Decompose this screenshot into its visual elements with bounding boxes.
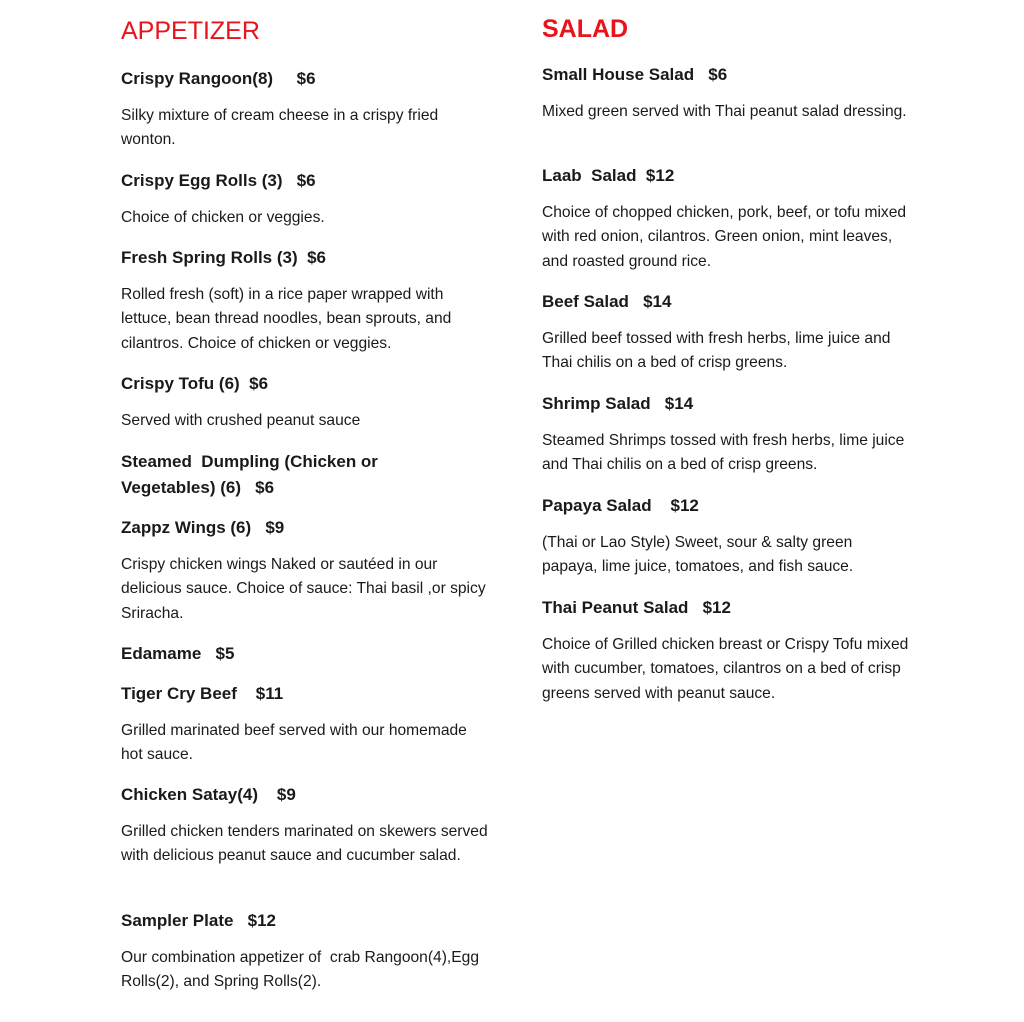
item-name: Chicken Satay(4) $9 [121, 785, 296, 804]
menu-item [121, 66, 491, 153]
menu-item [121, 908, 491, 995]
item-description: Choice of chicken or veggies. [121, 209, 325, 226]
menu-item [542, 595, 912, 706]
item-name: Crispy Tofu (6) $6 [121, 374, 269, 393]
item-description: Silky mixture of cream cheese in a crispy fried wonton. [121, 107, 443, 149]
item-name: Fresh Spring Rolls (3) $6 [121, 248, 326, 267]
item-name: Small House Salad $6 [542, 65, 728, 84]
item-description: Grilled marinated beef served with our homemade hot sauce. [121, 722, 472, 764]
salad-heading: SALAD [542, 15, 629, 43]
item-name: Tiger Cry Beef $11 [121, 684, 284, 703]
item-description: Rolled fresh (soft) in a rice paper wrapped with lettuce, bean thread noodles, bean sprouts, and cilantros. Choice of chicken or veggies. [121, 286, 456, 352]
menu-item [121, 371, 491, 433]
item-name: Laab Salad $12 [542, 166, 675, 185]
item-name: Shrimp Salad $14 [542, 394, 694, 413]
item-name: Beef Salad $14 [542, 292, 672, 311]
item-description: Our combination appetizer of crab Rangoon(4),Egg Rolls(2), and Spring Rolls(2). [121, 949, 484, 991]
item-name: Crispy Egg Rolls (3) $6 [121, 171, 316, 190]
menu-item [542, 391, 912, 478]
item-name: Thai Peanut Salad $12 [542, 598, 731, 617]
menu-item [121, 168, 491, 230]
item-name: Sampler Plate $12 [121, 911, 276, 930]
item-name: Crispy Rangoon(8) $6 [121, 69, 316, 88]
item-description: Grilled beef tossed with fresh herbs, lime juice and Thai chilis on a bed of crisp greens. [542, 330, 895, 372]
menu-item [121, 641, 491, 667]
menu-item [542, 163, 912, 274]
menu-item [542, 289, 912, 376]
menu-item [121, 681, 491, 768]
item-name: Zappz Wings (6) $9 [121, 518, 285, 537]
item-description: Crispy chicken wings Naked or sautéed in our delicious sauce. Choice of sauce: Thai basil ,or spicy Sriracha. [121, 556, 490, 622]
item-description: Steamed Shrimps tossed with fresh herbs, lime juice and Thai chilis on a bed of crisp greens. [542, 432, 909, 474]
appetizer-heading: APPETIZER [121, 17, 260, 45]
item-description: Choice of Grilled chicken breast or Crispy Tofu mixed with cucumber, tomatoes, cilantros on a bed of crisp greens served with peanut sauce. [542, 636, 913, 702]
menu-item [121, 245, 491, 356]
item-name: Papaya Salad $12 [542, 496, 699, 515]
menu-item [121, 515, 491, 626]
menu-item [121, 782, 491, 869]
item-description: (Thai or Lao Style) Sweet, sour & salty green papaya, lime juice, tomatoes, and fish sauce. [542, 534, 857, 576]
item-description: Mixed green served with Thai peanut salad dressing. [542, 103, 907, 120]
item-description: Grilled chicken tenders marinated on skewers served with delicious peanut sauce and cucumber salad. [121, 823, 492, 865]
item-description: Served with crushed peanut sauce [121, 412, 361, 429]
menu-item [542, 493, 912, 580]
item-name: Edamame $5 [121, 644, 235, 663]
item-name: Steamed Dumpling (Chicken or Vegetables) (6) $6 [121, 452, 383, 497]
item-description: Choice of chopped chicken, pork, beef, or tofu mixed with red onion, cilantros. Green onion, mint leaves, and roasted ground rice. [542, 204, 911, 270]
menu-item [121, 449, 421, 501]
menu-item [542, 62, 912, 124]
